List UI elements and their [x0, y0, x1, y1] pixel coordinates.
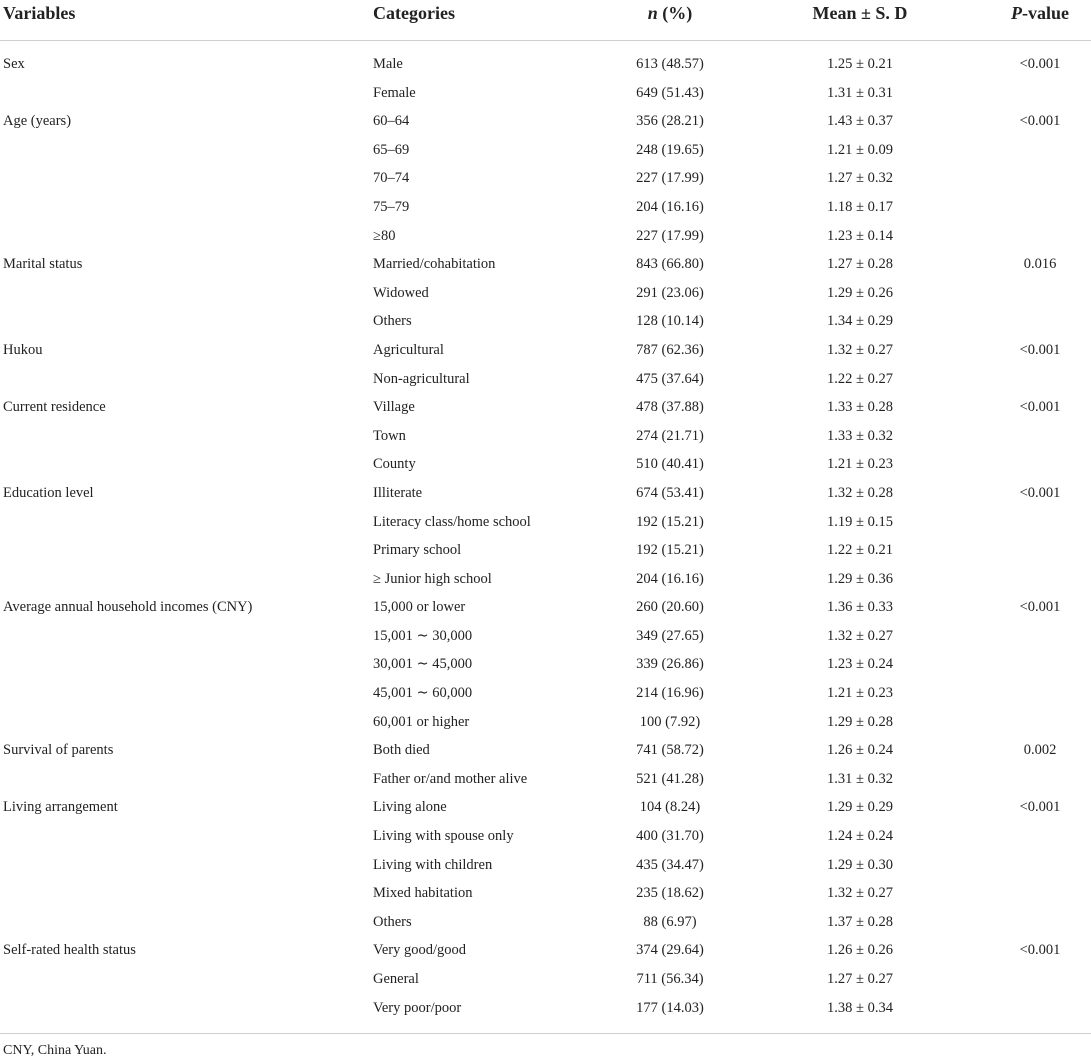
cell-mean-sd: 1.21 ± 0.23	[827, 456, 893, 473]
cell-mean-sd: 1.36 ± 0.33	[827, 599, 893, 616]
cell-mean-sd: 1.32 ± 0.28	[827, 484, 893, 501]
cell-mean-sd: 1.27 ± 0.28	[827, 256, 893, 273]
table-row	[0, 194, 1091, 223]
table-row	[0, 251, 1091, 280]
table-row	[0, 308, 1091, 337]
header-n-italic: n	[647, 3, 658, 23]
header-n-rest: (%)	[657, 3, 693, 23]
cell-category: Others	[373, 913, 412, 930]
cell-n-percent: 400 (31.70)	[636, 828, 704, 845]
table-row	[0, 909, 1091, 938]
cell-n-percent: 674 (53.41)	[636, 484, 704, 501]
cell-mean-sd: 1.19 ± 0.15	[827, 513, 893, 530]
cell-category: 30,001 ∼ 45,000	[373, 656, 473, 673]
table-row	[0, 651, 1091, 680]
table-row	[0, 480, 1091, 509]
cell-category: 60,001 or higher	[373, 713, 470, 730]
cell-p-value: <0.001	[1019, 799, 1061, 816]
table-row	[0, 108, 1091, 137]
header-n-percent	[560, 3, 780, 24]
cell-variable: Education level	[3, 484, 94, 501]
cell-n-percent: 435 (34.47)	[636, 856, 704, 873]
cell-category: Living with children	[373, 856, 493, 873]
cell-variable: Self-rated health status	[3, 942, 136, 959]
table-row	[0, 566, 1091, 595]
cell-p-value: <0.001	[1019, 942, 1061, 959]
table-row	[0, 995, 1091, 1024]
cell-category: Literacy class/home school	[373, 513, 531, 530]
cell-category: County	[373, 456, 416, 473]
header-categories: Categories	[373, 3, 455, 23]
header-mean-sd: Mean ± S. D	[812, 3, 908, 23]
cell-n-percent: 339 (26.86)	[636, 656, 704, 673]
table-row	[0, 80, 1091, 109]
cell-n-percent: 104 (8.24)	[639, 799, 701, 816]
cell-variable: Average annual household incomes (CNY)	[3, 599, 253, 616]
cell-n-percent: 248 (19.65)	[636, 141, 704, 158]
cell-mean-sd: 1.21 ± 0.23	[827, 685, 893, 702]
cell-n-percent: 177 (14.03)	[636, 999, 704, 1016]
cell-category: Widowed	[373, 284, 429, 301]
cell-category: 75–79	[373, 198, 410, 215]
cell-n-percent: 374 (29.64)	[636, 942, 704, 959]
table-row	[0, 680, 1091, 709]
cell-category: Married/cohabitation	[373, 256, 496, 273]
table-row	[0, 852, 1091, 881]
cell-category: 15,000 or lower	[373, 599, 466, 616]
cell-mean-sd: 1.18 ± 0.17	[827, 198, 893, 215]
cell-n-percent: 204 (16.16)	[636, 198, 704, 215]
cell-mean-sd: 1.22 ± 0.21	[827, 542, 893, 559]
table-row	[0, 165, 1091, 194]
cell-n-percent: 478 (37.88)	[636, 399, 704, 416]
header-p-rest: -value	[1022, 3, 1069, 23]
cell-n-percent: 475 (37.64)	[636, 370, 704, 387]
table-row	[0, 737, 1091, 766]
table-body	[0, 41, 1091, 1023]
cell-variable: Current residence	[3, 399, 106, 416]
cell-category: Primary school	[373, 542, 462, 559]
cell-category: Town	[373, 427, 406, 444]
cell-p-value: 0.016	[1023, 256, 1057, 273]
cell-category: Illiterate	[373, 484, 423, 501]
header-p-italic: P	[1011, 3, 1022, 23]
cell-n-percent: 260 (20.60)	[636, 599, 704, 616]
cell-category: Living with spouse only	[373, 828, 514, 845]
cell-category: ≥80	[373, 227, 396, 244]
cell-mean-sd: 1.29 ± 0.26	[827, 284, 893, 301]
cell-p-value: <0.001	[1019, 113, 1061, 130]
table-row	[0, 366, 1091, 395]
cell-mean-sd: 1.33 ± 0.28	[827, 399, 893, 416]
table-row	[0, 937, 1091, 966]
cell-category: 65–69	[373, 141, 410, 158]
cell-category: 60–64	[373, 113, 410, 130]
cell-mean-sd: 1.22 ± 0.27	[827, 370, 893, 387]
table-row	[0, 623, 1091, 652]
table-row	[0, 137, 1091, 166]
cell-n-percent: 192 (15.21)	[636, 542, 704, 559]
table-row	[0, 337, 1091, 366]
cell-category: 70–74	[373, 170, 410, 187]
cell-mean-sd: 1.43 ± 0.37	[827, 113, 893, 130]
cell-category: Mixed habitation	[373, 885, 473, 902]
cell-category: Living alone	[373, 799, 447, 816]
cell-p-value: <0.001	[1019, 56, 1061, 72]
cell-mean-sd: 1.29 ± 0.30	[827, 856, 893, 873]
table-row	[0, 794, 1091, 823]
cell-n-percent: 521 (41.28)	[636, 770, 704, 787]
cell-category: Others	[373, 313, 412, 330]
table-row	[0, 709, 1091, 738]
table-row	[0, 823, 1091, 852]
table-row	[0, 223, 1091, 252]
cell-mean-sd: 1.25 ± 0.21	[827, 56, 893, 72]
cell-n-percent: 204 (16.16)	[636, 570, 704, 587]
table-row	[0, 423, 1091, 452]
cell-p-value: <0.001	[1019, 341, 1061, 358]
table-row	[0, 451, 1091, 480]
table-row	[0, 51, 1091, 80]
cell-n-percent: 214 (16.96)	[636, 685, 704, 702]
cell-mean-sd: 1.32 ± 0.27	[827, 341, 893, 358]
cell-n-percent: 787 (62.36)	[636, 341, 704, 358]
cell-mean-sd: 1.24 ± 0.24	[827, 828, 893, 845]
cell-n-percent: 100 (7.92)	[639, 713, 701, 730]
cell-category: Very poor/poor	[373, 999, 462, 1016]
cell-variable: Living arrangement	[3, 799, 118, 816]
cell-n-percent: 356 (28.21)	[636, 113, 704, 130]
cell-n-percent: 291 (23.06)	[636, 284, 704, 301]
header-variables: Variables	[3, 3, 76, 23]
footnote: CNY, China Yuan.	[3, 1043, 107, 1059]
cell-category: General	[373, 971, 419, 987]
cell-variable: Hukou	[3, 341, 43, 358]
cell-category: Father or/and mother alive	[373, 770, 528, 787]
cell-mean-sd: 1.34 ± 0.29	[827, 313, 893, 330]
cell-category: 45,001 ∼ 60,000	[373, 685, 473, 702]
cell-n-percent: 649 (51.43)	[636, 84, 704, 101]
cell-variable: Marital status	[3, 256, 83, 273]
cell-n-percent: 274 (21.71)	[636, 427, 704, 444]
cell-category: Male	[373, 56, 403, 72]
cell-mean-sd: 1.23 ± 0.14	[827, 227, 893, 244]
cell-category: Village	[373, 399, 415, 416]
table-row	[0, 766, 1091, 795]
cell-mean-sd: 1.32 ± 0.27	[827, 885, 893, 902]
cell-n-percent: 227 (17.99)	[636, 170, 704, 187]
cell-category: Non-agricultural	[373, 370, 470, 387]
cell-mean-sd: 1.32 ± 0.27	[827, 627, 893, 644]
cell-mean-sd: 1.33 ± 0.32	[827, 427, 893, 444]
cell-mean-sd: 1.29 ± 0.28	[827, 713, 893, 730]
cell-n-percent: 711 (56.34)	[636, 971, 704, 987]
header-p-value	[990, 3, 1090, 24]
cell-n-percent: 235 (18.62)	[636, 885, 704, 902]
cell-n-percent: 349 (27.65)	[636, 627, 704, 644]
cell-category: 15,001 ∼ 30,000	[373, 627, 473, 644]
table-row	[0, 280, 1091, 309]
cell-n-percent: 227 (17.99)	[636, 227, 704, 244]
cell-n-percent: 510 (40.41)	[636, 456, 704, 473]
table-header	[0, 0, 1091, 41]
cell-n-percent: 843 (66.80)	[636, 256, 704, 273]
cell-mean-sd: 1.26 ± 0.24	[827, 742, 893, 759]
cell-n-percent: 613 (48.57)	[636, 56, 704, 72]
cell-category: Very good/good	[373, 942, 467, 959]
cell-mean-sd: 1.29 ± 0.29	[827, 799, 893, 816]
table-row	[0, 594, 1091, 623]
cell-p-value: <0.001	[1019, 399, 1061, 416]
cell-category: Both died	[373, 742, 430, 759]
cell-mean-sd: 1.31 ± 0.32	[827, 770, 893, 787]
table-row	[0, 394, 1091, 423]
cell-p-value: <0.001	[1019, 599, 1061, 616]
cell-n-percent: 741 (58.72)	[636, 742, 704, 759]
cell-n-percent: 192 (15.21)	[636, 513, 704, 530]
cell-mean-sd: 1.27 ± 0.27	[827, 971, 893, 987]
cell-n-percent: 88 (6.97)	[643, 913, 697, 930]
cell-p-value: <0.001	[1019, 484, 1061, 501]
cell-mean-sd: 1.31 ± 0.31	[827, 84, 893, 101]
cell-category: Agricultural	[373, 341, 444, 358]
cell-n-percent: 128 (10.14)	[636, 313, 704, 330]
cell-category: Female	[373, 84, 416, 101]
table-row	[0, 966, 1091, 995]
cell-mean-sd: 1.21 ± 0.09	[827, 141, 893, 158]
table-row	[0, 537, 1091, 566]
cell-mean-sd: 1.23 ± 0.24	[827, 656, 893, 673]
cell-variable: Age (years)	[3, 113, 72, 130]
cell-p-value: 0.002	[1023, 742, 1057, 759]
cell-mean-sd: 1.27 ± 0.32	[827, 170, 893, 187]
cell-mean-sd: 1.38 ± 0.34	[827, 999, 893, 1016]
cell-variable: Survival of parents	[3, 742, 114, 759]
cell-mean-sd: 1.26 ± 0.26	[827, 942, 893, 959]
table-row	[0, 880, 1091, 909]
table-row	[0, 509, 1091, 538]
cell-variable: Sex	[3, 56, 25, 72]
cell-mean-sd: 1.37 ± 0.28	[827, 913, 893, 930]
cell-category: ≥ Junior high school	[373, 570, 492, 587]
cell-mean-sd: 1.29 ± 0.36	[827, 570, 893, 587]
